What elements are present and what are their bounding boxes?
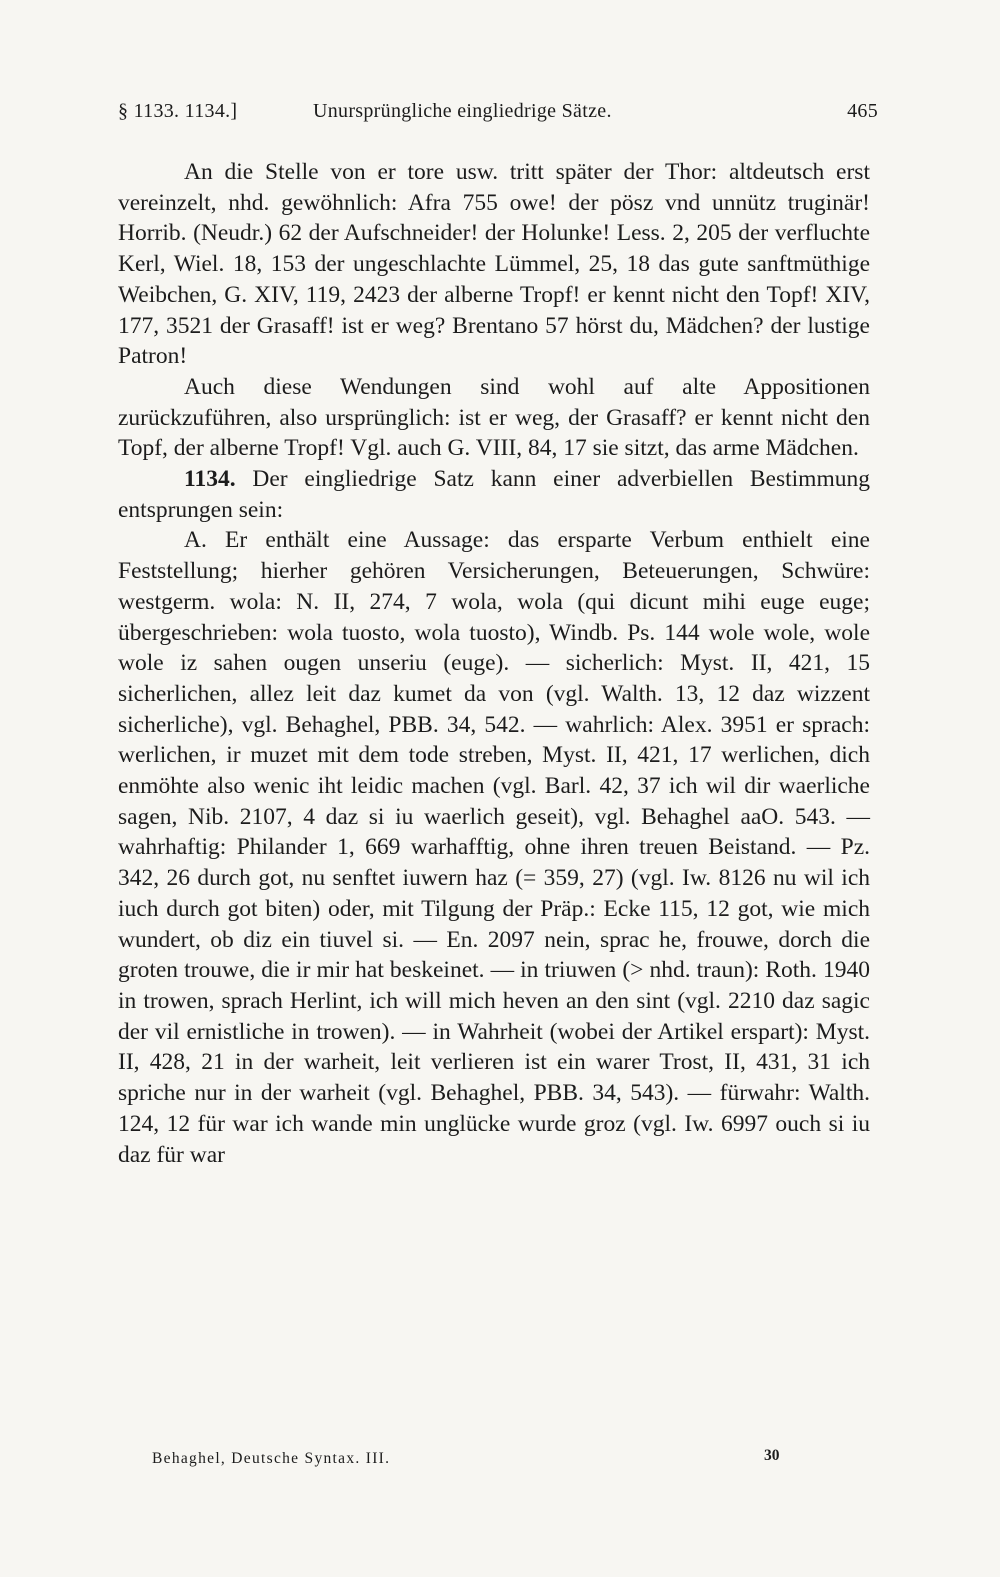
footer-signature: Behaghel, Deutsche Syntax. III.	[152, 1450, 391, 1467]
main-text	[118, 157, 870, 1170]
paragraph-3	[118, 464, 870, 525]
paragraph-1: An die Stelle von er tore usw. tritt später der Thor: altdeutsch erst vereinzelt, nhd. gewöhnlich: Afra 755 owe! der pösz vnd unnütz truginär! Horrib. (Neudr.) 62 der Aufschneider! der Holunke! Less. 2, 205 der verfluchte Kerl, Wiel. 18, 153 der ungeschlachte Lümmel, 25, 18 das gute sanftmüthige Weibchen, G. XIV, 119, 2423 der alberne Tropf! er kennt nicht den Topf! XIV, 177, 3521 der Grasaff! ist er weg? Brentano 57 hörst du, Mädchen? der lustige Patron!	[118, 159, 870, 370]
sheet-number: 30	[764, 1447, 780, 1464]
section-reference: § 1133. 1134.]	[118, 100, 238, 122]
paragraph-2: Auch diese Wendungen sind wohl auf alte Appositionen zurückzuführen, also ursprünglich: ist er weg, der Grasaff? er kennt nicht den Topf, der alberne Tropf! Vgl. auch G. VIII, 84, 17 sie sitzt, das arme Mädchen.	[118, 373, 870, 462]
page-footer	[152, 1447, 792, 1478]
section-number: 1134.	[184, 466, 236, 493]
running-title: Unursprüngliche eingliedrige Sätze.	[313, 100, 612, 122]
section-1134-intro: Der eingliedrige Satz kann einer adverbiellen Bestimmung entsprungen sein:	[118, 466, 870, 523]
paragraph-4: A. Er enthält eine Aussage: das ersparte Verbum enthielt eine Feststellung; hierher gehören Versicherungen, Beteuerungen, Schwüre: westgerm. wola: N. II, 274, 7 wola, wola (qui dicunt mihi euge euge; übergeschrieben: wola tuosto, wola tuosto), Windb. Ps. 144 wole wole, wole wole iz sahen ougen unseriu (euge). — sicherlich: Myst. II, 421, 15 sicherlichen, allez leit daz kumet da von (vgl. Walth. 13, 12 daz wizzent sicherliche), vgl. Behaghel, PBB. 34, 542. — wahrlich: Alex. 3951 er sprach: werlichen, ir muzet mit dem tode streben, Myst. II, 421, 17 werlichen, dich enmöhte also wenic iht leidic machen (vgl. Barl. 42, 37 ich wil dir waerliche sagen, Nib. 2107, 4 daz si iu waerlich geseit), vgl. Behaghel aaO. 543. — wahrhaftig: Philander 1, 669 warhafftig, ohne ihren treuen Beistand. — Pz. 342, 26 durch got, nu senftet iuwern haz (= 359, 27) (vgl. Iw. 8126 nu wil ich iuch durch got biten) oder, mit Tilgung der Präp.: Ecke 115, 12 got, wie mich wundert, ob diz ein tiuvel si. — En. 2097 nein, sprac he, frouwe, dorch die groten trouwe, die ir mir hat beskeinet. — in triuwen (> nhd. traun): Roth. 1940 in trowen, sprach Herlint, ich will mich heven an den sint (vgl. 2210 daz sagic der vil ernistliche in trowen). — in Wahrheit (wobei der Artikel erspart): Myst. II, 428, 21 in der warheit, leit verlieren ist ein warer Trost, II, 431, 31 ich spriche nur in der warheit (vgl. Behaghel, PBB. 34, 543). — fürwahr: Walth. 124, 12 für war ich wande min unglücke wurde groz (vgl. Iw. 6997 ouch si iu daz für war	[118, 527, 870, 1168]
page-number: 465	[847, 100, 878, 122]
running-header	[118, 100, 878, 132]
